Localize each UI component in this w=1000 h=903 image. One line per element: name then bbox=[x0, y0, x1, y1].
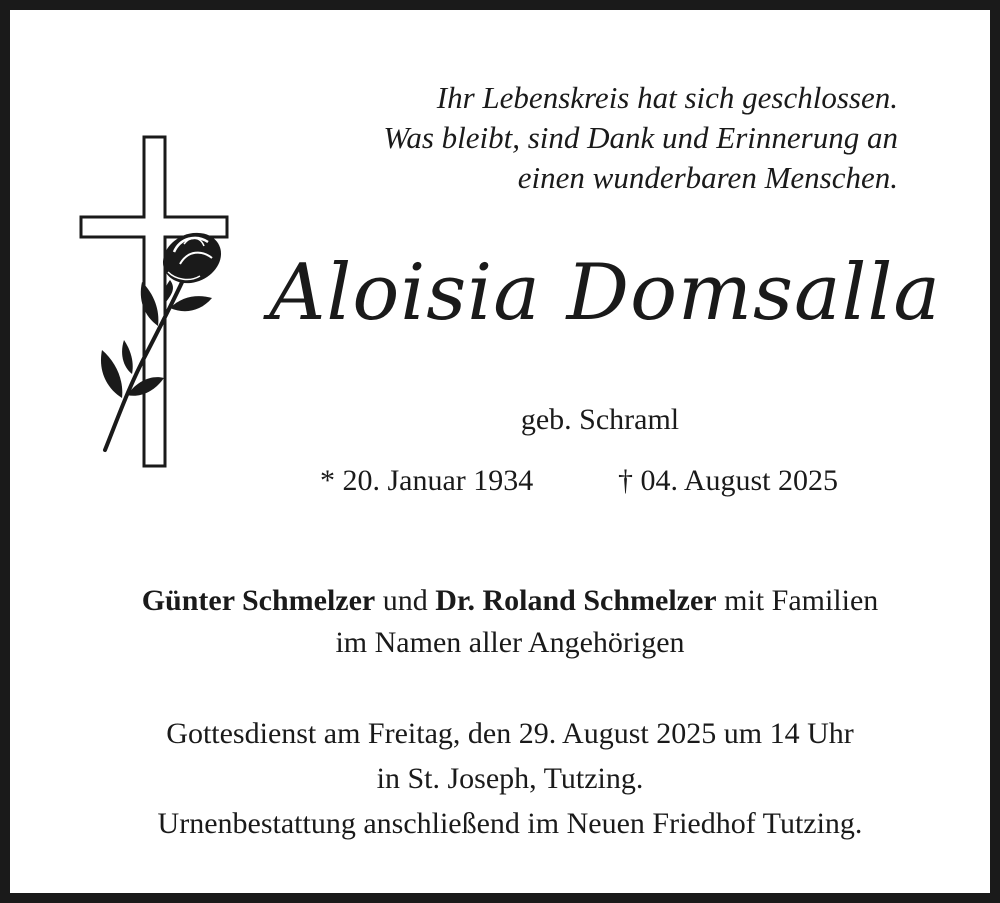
mourners-suffix: mit Familien bbox=[724, 584, 879, 617]
deceased-name: Aloisia Domsalla bbox=[269, 248, 941, 338]
mourners bbox=[50, 580, 970, 664]
mourners-connector: und bbox=[382, 584, 428, 617]
service-line-1: Gottesdienst am Freitag, den 29. August 2025 um 14 Uhr bbox=[166, 717, 854, 750]
quote-line-3: einen wunderbaren Menschen. bbox=[517, 160, 898, 195]
quote-line-2: Was bleibt, sind Dank und Erinnerung an bbox=[383, 120, 898, 155]
service-info bbox=[50, 711, 970, 846]
birth-name: geb. Schraml bbox=[520, 403, 680, 436]
mourner-2: Dr. Roland Schmelzer bbox=[435, 584, 717, 617]
service-line-3: Urnenbestattung anschließend im Neuen Friedhof Tutzing. bbox=[157, 807, 863, 840]
quote bbox=[258, 78, 898, 198]
mourners-line-1 bbox=[50, 580, 970, 622]
service-line-2: in St. Joseph, Tutzing. bbox=[376, 762, 644, 795]
cross-with-rose-icon bbox=[72, 130, 242, 475]
quote-line-1: Ihr Lebenskreis hat sich geschlossen. bbox=[436, 80, 898, 115]
mourners-line-2: im Namen aller Angehörigen bbox=[335, 626, 685, 659]
mourner-1: Günter Schmelzer bbox=[141, 584, 376, 617]
death-date: † 04. August 2025 bbox=[618, 464, 839, 497]
birth-date: * 20. Januar 1934 bbox=[320, 464, 534, 497]
